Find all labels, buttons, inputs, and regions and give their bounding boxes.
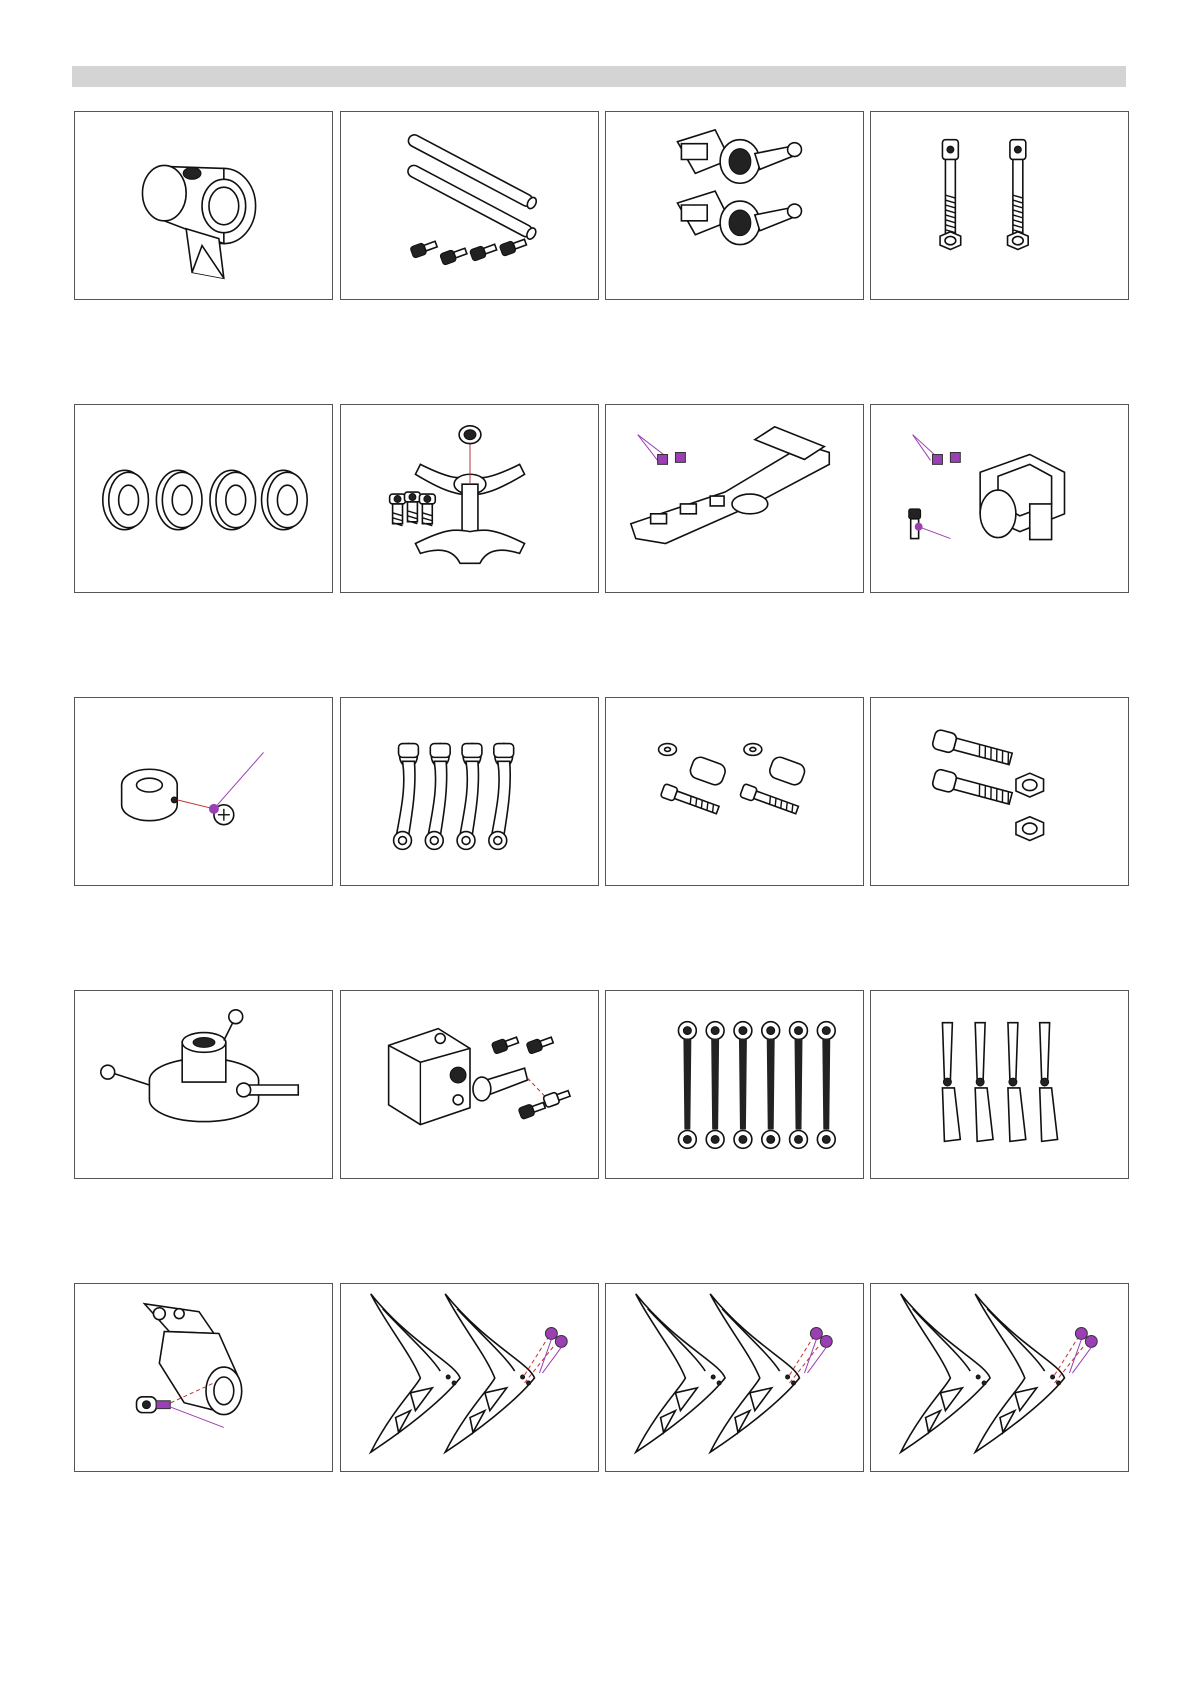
parts-row bbox=[74, 1283, 1124, 1474]
blade-grips-icon bbox=[606, 112, 863, 299]
collar-icon bbox=[75, 698, 332, 885]
blade-grip-set-panel bbox=[605, 111, 864, 300]
skid-fins-icon bbox=[871, 1284, 1128, 1471]
parts-row bbox=[74, 990, 1124, 1181]
parts-row bbox=[74, 111, 1124, 302]
tail-case-panel bbox=[74, 1283, 333, 1472]
bolts-with-locknuts-panel bbox=[870, 697, 1129, 886]
linkage-arms-panel bbox=[340, 697, 599, 886]
bolts-and-nuts-panel bbox=[870, 111, 1129, 300]
shafts-and-screws-panel bbox=[340, 111, 599, 300]
lower-frame-plate-panel bbox=[605, 404, 864, 593]
skid-fins-icon bbox=[341, 1284, 598, 1471]
servo-icon bbox=[341, 991, 598, 1178]
landing-skid-fins-c-panel bbox=[870, 1283, 1129, 1472]
tail-blades-panel bbox=[870, 990, 1129, 1179]
frame-plate-icon bbox=[606, 405, 863, 592]
bolts-locknuts-icon bbox=[871, 698, 1128, 885]
landing-skid-fins-a-panel bbox=[340, 1283, 599, 1472]
skid-fins-icon bbox=[606, 1284, 863, 1471]
bolts-nuts-icon bbox=[871, 112, 1128, 299]
spacers-icon bbox=[606, 698, 863, 885]
hub-assembly-icon bbox=[341, 405, 598, 592]
parts-row bbox=[74, 404, 1124, 595]
bearing-set-panel bbox=[74, 404, 333, 593]
link-rods-icon bbox=[606, 991, 863, 1178]
tail-blades-icon bbox=[871, 991, 1128, 1178]
motor-mount-icon bbox=[871, 405, 1128, 592]
motor-mount-block-panel bbox=[870, 404, 1129, 593]
swashplate-icon bbox=[75, 991, 332, 1178]
header-bar bbox=[72, 66, 1126, 87]
linkage-arms-icon bbox=[341, 698, 598, 885]
main-frame-head-block-panel bbox=[74, 111, 333, 300]
frame-block-icon bbox=[75, 112, 332, 299]
bearings-icon bbox=[75, 405, 332, 592]
swashplate-hub-assembly-panel bbox=[340, 404, 599, 593]
parts-row bbox=[74, 697, 1124, 888]
swashplate-panel bbox=[74, 990, 333, 1179]
tail-case-icon bbox=[75, 1284, 332, 1471]
shafts-icon bbox=[341, 112, 598, 299]
landing-skid-fins-b-panel bbox=[605, 1283, 864, 1472]
spacers-and-bolts-panel bbox=[605, 697, 864, 886]
servo-with-arm-panel bbox=[340, 990, 599, 1179]
ball-link-rods-panel bbox=[605, 990, 864, 1179]
collar-with-screw-panel bbox=[74, 697, 333, 886]
